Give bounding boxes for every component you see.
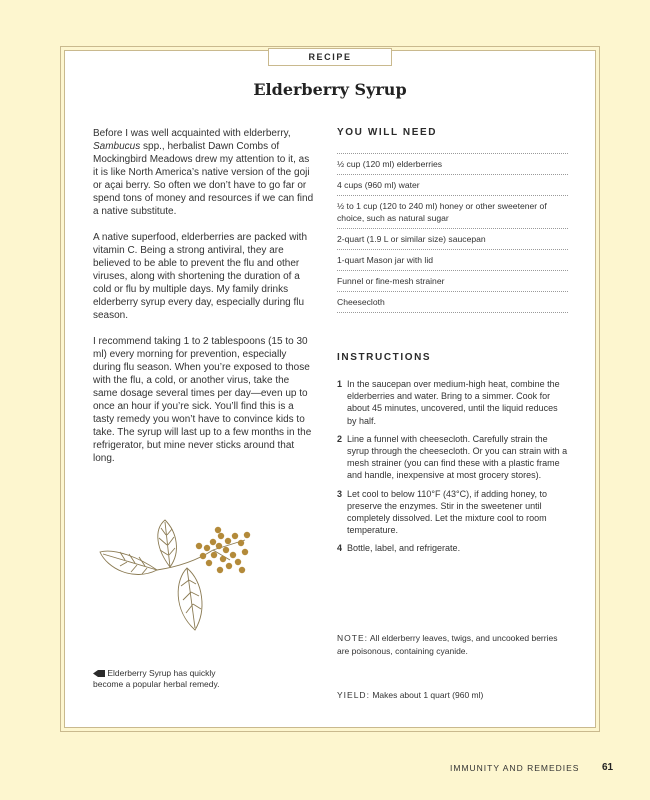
botanical-name: Sambucus: [93, 141, 141, 152]
list-item: ½ to 1 cup (120 to 240 ml) honey or other sweetener of choice, such as natural sugar: [337, 196, 568, 229]
photo-caption: [93, 668, 223, 690]
yield-label: YIELD:: [337, 690, 370, 700]
page-number: 61: [602, 762, 614, 773]
intro-p1-end: spp., herbalist Dawn Combs of Mockingbird Meadows drew my attention to it, as it is like North America’s native version of the goji or açai berry. So often we don’t have to go far or spend tons of money and resources if we can find a native substitute.: [93, 141, 314, 217]
yield-text: Makes about 1 quart (960 ml): [372, 690, 484, 700]
step-4: [337, 542, 568, 554]
recipe-label: RECIPE: [268, 48, 392, 66]
list-item: 4 cups (960 ml) water: [337, 175, 568, 196]
list-item: 2-quart (1.9 L or similar size) saucepan: [337, 229, 568, 250]
step-3: [337, 488, 568, 537]
step-text: In the saucepan over medium-high heat, combine the elderberries and water. Bring to a simmer. Cook for about 45 minutes, uncovered, until the liquid reduces by half.: [347, 379, 560, 426]
ingredient-list: [337, 153, 568, 313]
step-number: 4: [337, 543, 343, 554]
step-text: Line a funnel with cheesecloth. Carefully strain the syrup through the cheesecloth. Or you can strain with a mesh strainer (you can find these with a plastic frame and handle, inexpensive at most grocery stores).: [347, 433, 568, 481]
instruction-steps: [337, 378, 568, 561]
note-text: All elderberry leaves, twigs, and uncooked berries are poisonous, containing cyanide.: [337, 633, 558, 656]
you-will-need-heading: YOU WILL NEED: [337, 127, 438, 138]
step-2: [337, 433, 568, 482]
caption-pointer-icon: [93, 670, 105, 677]
yield: [337, 690, 568, 700]
list-item: Funnel or fine-mesh strainer: [337, 271, 568, 292]
step-number: 3: [337, 488, 343, 499]
intro-text: [93, 127, 315, 478]
instructions-heading: INSTRUCTIONS: [337, 352, 432, 363]
page-title: Elderberry Syrup: [253, 80, 407, 99]
step-text: Bottle, label, and refrigerate.: [347, 543, 461, 554]
step-1: [337, 378, 568, 427]
caption-text: Elderberry Syrup has quickly become a popular herbal remedy.: [93, 668, 220, 689]
intro-p1-start: Before I was well acquainted with elderberry,: [93, 128, 291, 139]
list-item: ½ cup (120 ml) elderberries: [337, 154, 568, 175]
intro-paragraph-1: [93, 127, 315, 218]
note-label: NOTE:: [337, 633, 368, 643]
step-text: Let cool to below 110°F (43°C), if adding honey, to preserve the enzymes. Stir in the sweetener until completely dissolved. Let the mixture cool to room temperature.: [347, 488, 547, 536]
step-number: 1: [337, 379, 343, 389]
step-number: 2: [337, 433, 343, 444]
list-item: 1-quart Mason jar with lid: [337, 250, 568, 271]
safety-note: [337, 632, 568, 658]
elderberry-illustration: [95, 510, 265, 640]
list-item: Cheesecloth: [337, 292, 568, 313]
intro-paragraph-2: A native superfood, elderberries are packed with vitamin C. Being a strong antiviral, they are believed to be able to prevent the flu and other viruses, along with shortening the duration of a cold or flu by multiple days. My family drinks elderberry syrup every day, especially during flu season.: [93, 232, 308, 321]
intro-paragraph-3: I recommend taking 1 to 2 tablespoons (15 to 30 ml) every morning for prevention, especially during flu season. When you’re exposed to those with the flu, a cold, or another virus, take the same dosage several times per day—even up to once an hour if you’re sick. You’ll find this is a tasty remedy you won’t have to convince kids to take. The syrup will last up to a few months in the refrigerator, but mine never sticks around that long.: [93, 336, 312, 464]
you-will-need-section: [337, 127, 568, 313]
footer-section-title: IMMUNITY AND REMEDIES: [450, 763, 580, 773]
